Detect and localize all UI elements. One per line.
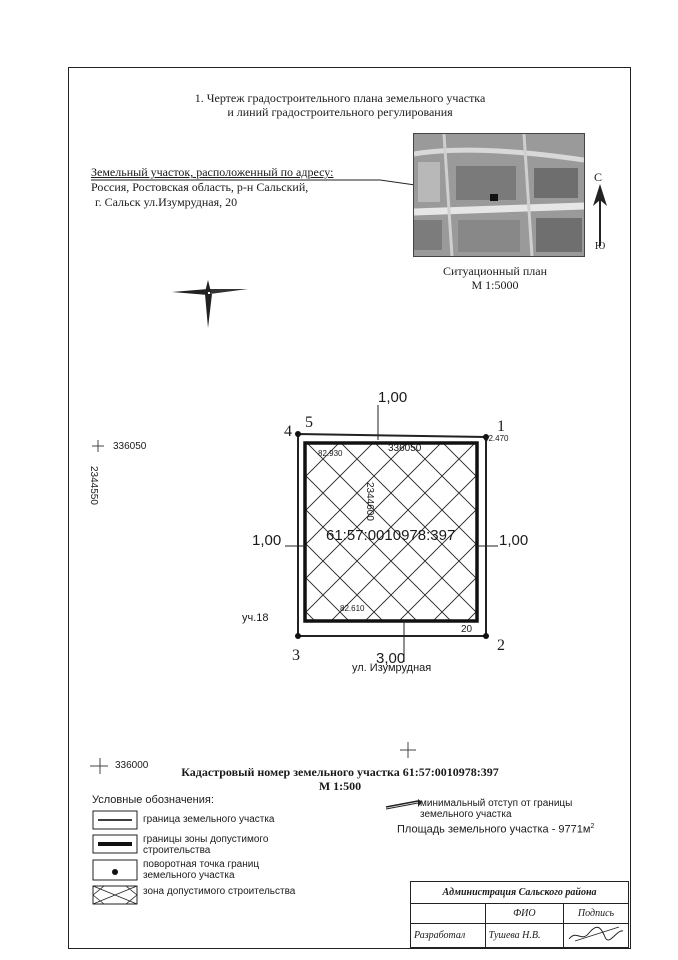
- point-label-5: 5: [305, 414, 313, 431]
- legend-zone: [143, 834, 268, 856]
- corner-point-4: [295, 431, 301, 437]
- grid-y-inner: 2344600: [364, 482, 375, 521]
- neighbor-plot-label: уч.18: [242, 612, 269, 624]
- title-line-2: и линий градостроительного регулирования: [227, 105, 453, 119]
- point-label-1: 1: [497, 418, 505, 435]
- signature-image: [567, 925, 625, 943]
- legend-area: зона допустимого строительства: [143, 886, 296, 897]
- grid-x-inner: 336050: [388, 443, 422, 454]
- legend-point-line-1: поворотная точка границ: [143, 859, 260, 870]
- point-label-4: 4: [284, 423, 292, 440]
- point-label-3: 3: [292, 647, 300, 664]
- dim-top-left: 82.930: [318, 449, 343, 458]
- area-value: Площадь земельного участка - 9771м: [397, 823, 591, 836]
- stamp-role: Разработал: [411, 924, 486, 948]
- area-text: Площадь земельного участка - $9771м^2$: [397, 823, 595, 836]
- title-stamp: [410, 881, 629, 947]
- legend-zone-line-1: границы зоны допустимого: [143, 834, 269, 845]
- north-label: С: [594, 170, 603, 184]
- setback-arrow-icon: [382, 797, 422, 811]
- cadastral-scale: М 1:500: [318, 779, 362, 793]
- legend-heading: Условные обозначения:: [92, 794, 214, 806]
- address-line-2: Россия, Ростовская область, р-н Сальский,: [91, 180, 309, 194]
- address-heading: Земельный участок, расположенный по адресу:: [91, 165, 334, 179]
- legend-zone-line-2: строительства: [143, 845, 211, 856]
- street-label: ул. Изумрудная: [352, 662, 432, 674]
- dim-bottom-right: 20: [461, 624, 473, 635]
- stamp-col-sign: Подпись: [564, 904, 629, 924]
- situation-title: Ситуационный план: [442, 264, 547, 278]
- grid-x-left: 336050: [113, 441, 147, 452]
- stamp-org: Администрация Сальского района: [411, 882, 629, 904]
- setback-right-label: 1,00: [499, 532, 529, 549]
- grid-x-bottom: 336000: [115, 760, 149, 771]
- dim-bottom-left: 82.610: [340, 604, 365, 613]
- setback-left-label: 1,00: [252, 532, 282, 549]
- legend-setback: [420, 798, 572, 820]
- corner-point-3: [295, 633, 301, 639]
- south-label: Ю: [595, 241, 606, 252]
- stamp-signature: [564, 924, 629, 948]
- stamp-table: [410, 881, 629, 948]
- setback-bottom-label: 3,00: [376, 650, 406, 667]
- legend-boundary: граница земельного участка: [143, 814, 275, 825]
- legend-point-line-2: земельного участка: [143, 870, 235, 881]
- corner-point-2: [483, 633, 489, 639]
- cadastral-number-label: Кадастровый номер земельного участка 61:57:0010978:397: [181, 765, 499, 779]
- legend-point: [143, 859, 259, 881]
- grid-y-left: 2344550: [88, 466, 99, 505]
- dim-top-right: 82.470: [484, 434, 509, 443]
- stamp-empty-cell: [411, 904, 486, 924]
- cadastral-number-on-plot: 61:57:0010978:397: [326, 527, 456, 544]
- setback-top-label: 1,00: [378, 389, 408, 406]
- legend-setback-line-1: минимальный отступ от границы: [420, 798, 573, 809]
- situation-scale: М 1:5000: [471, 278, 519, 292]
- title-line-1: 1. Чертеж градостроительного плана земельного участка: [194, 91, 486, 105]
- address-line-3: г. Сальск ул.Изумрудная, 20: [95, 195, 238, 209]
- stamp-col-fio: ФИО: [485, 904, 563, 924]
- legend-setback-line-2: земельного участка: [420, 809, 512, 820]
- legend-symbols: [92, 810, 138, 920]
- cadastral-title: [130, 765, 550, 793]
- point-label-2: 2: [497, 637, 505, 654]
- stamp-name: Тушева Н.В.: [485, 924, 563, 948]
